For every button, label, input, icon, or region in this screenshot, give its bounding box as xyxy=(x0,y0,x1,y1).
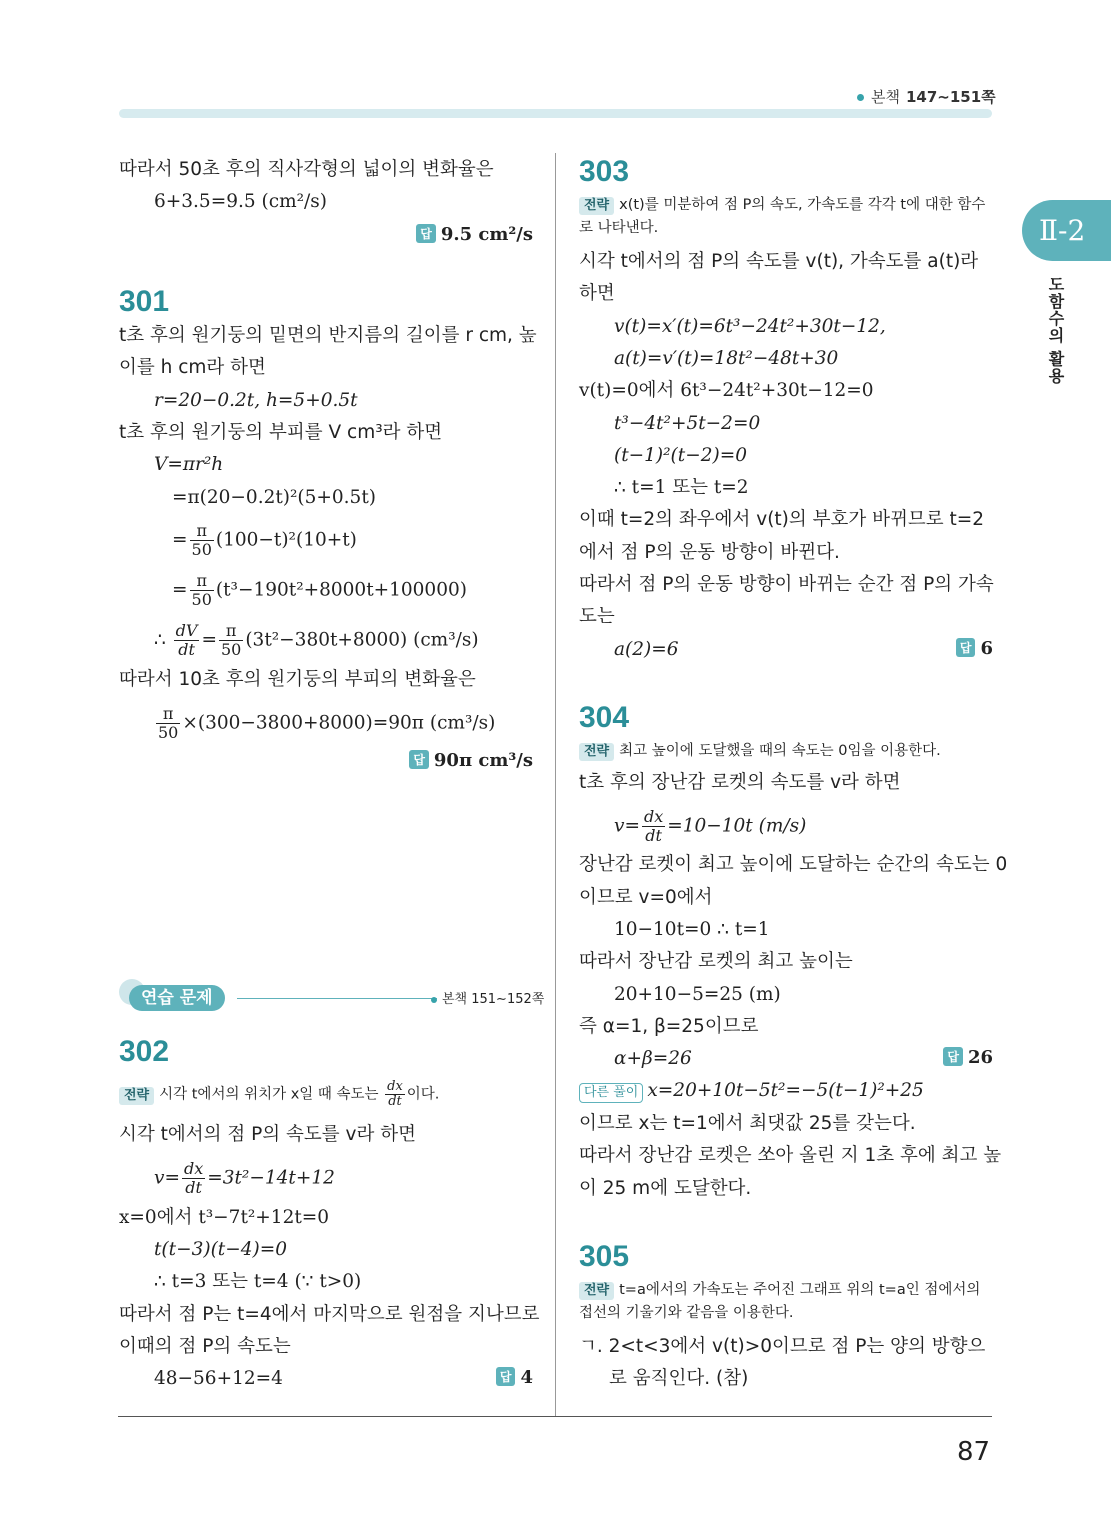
problem-number: 305 xyxy=(579,1240,630,1273)
denominator: 50 xyxy=(220,640,242,659)
strategy xyxy=(579,740,941,762)
denominator: dt xyxy=(185,1178,202,1197)
strategy-badge: 전략 xyxy=(119,1087,154,1105)
chapter-label: Ⅱ-2 xyxy=(1039,214,1086,247)
answer-mark-icon: 답 xyxy=(956,638,976,657)
practice-ref-text: 본책 151∼152쪽 xyxy=(442,992,545,1007)
numerator: dx xyxy=(387,1079,403,1094)
math-line xyxy=(172,572,467,609)
math-line: r=20−0.2t, h=5+0.5t xyxy=(154,390,358,411)
problem-number: 302 xyxy=(119,1035,170,1068)
strategy-text: 최고 높이에 도달했을 때의 속도는 0임을 이용한다. xyxy=(619,743,941,759)
text-line: 따라서 50초 후의 직사각형의 넓이의 변화율은 xyxy=(119,159,494,180)
answer-value: 6 xyxy=(980,638,993,659)
strategy-text: x(t)를 미분하여 점 P의 속도, 가속도를 각각 t에 대한 함수 xyxy=(619,197,986,213)
math-line: t³−4t²+5t−2=0 xyxy=(614,413,761,434)
text-line: ㄱ. 2<t<3에서 v(t)>0이므로 점 P는 양의 방향으 xyxy=(579,1336,986,1357)
problem-number: 303 xyxy=(579,155,630,188)
header-book: 본책 xyxy=(871,88,900,106)
text-line: 따라서 점 P의 운동 방향이 바뀌는 순간 점 P의 가속 xyxy=(579,574,994,595)
numerator: π xyxy=(156,705,180,724)
header-bar xyxy=(119,109,992,118)
expr: =10−10t (m/s) xyxy=(667,815,807,837)
text-line: 시각 t에서의 점 P의 속도를 v라 하면 xyxy=(119,1124,416,1145)
strategy-text: t=a에서의 가속도는 주어진 그래프 위의 t=a인 점에서의 xyxy=(619,1282,981,1298)
text-line: 이를 h cm라 하면 xyxy=(119,357,266,378)
strategy-badge: 전략 xyxy=(579,743,614,761)
text-line: t초 후의 원기둥의 부피를 V cm³라 하면 xyxy=(119,422,443,443)
strategy-text: 이다. xyxy=(406,1086,440,1103)
text-line: 이때 t=2의 좌우에서 v(t)의 부호가 바뀌므로 t=2 xyxy=(579,509,985,530)
text-line: 시각 t에서의 점 P의 속도를 v(t), 가속도를 a(t)라 xyxy=(579,251,979,272)
math-line: a(t)=v′(t)=18t²−48t+30 xyxy=(614,348,839,369)
math-line xyxy=(154,705,495,742)
math-line xyxy=(614,808,806,845)
fraction xyxy=(174,622,200,659)
math-line: α+β=26 xyxy=(614,1048,692,1069)
answer-value: 9.5 cm²/s xyxy=(440,224,533,245)
math-line: 6+3.5=9.5 (cm²/s) xyxy=(154,191,327,212)
denominator: dt xyxy=(178,640,195,659)
expr: (t³−190t²+8000t+100000) xyxy=(215,579,467,601)
math-line xyxy=(154,1160,335,1197)
bottom-rule xyxy=(118,1416,992,1417)
math-line: 10−10t=0 ∴ t=1 xyxy=(614,919,770,940)
fraction xyxy=(156,705,180,742)
practice-rule xyxy=(237,998,437,999)
text-line: 따라서 장난감 로켓의 최고 높이는 xyxy=(579,951,853,972)
text-line: 따라서 점 P는 t=4에서 마지막으로 원점을 지나므로 xyxy=(119,1304,540,1325)
math-line: v(t)=x′(t)=6t³−24t²+30t−12, xyxy=(614,316,886,337)
therefore-symbol: ∴ xyxy=(154,629,166,651)
math-line: v(t)=0에서 6t³−24t²+30t−12=0 xyxy=(579,380,874,401)
math-line: x=0에서 t³−7t²+12t=0 xyxy=(119,1207,330,1228)
fraction xyxy=(219,622,243,659)
problem-number: 301 xyxy=(119,285,170,318)
numerator: π xyxy=(190,522,214,541)
expr: (100−t)²(10+t) xyxy=(215,529,357,551)
text-line: 이므로 x는 t=1에서 최댓값 25를 갖는다. xyxy=(579,1113,916,1134)
answer-value: 4 xyxy=(520,1367,533,1388)
fraction xyxy=(190,572,214,609)
text-line: 로 움직인다. (참) xyxy=(609,1368,749,1389)
practice-heading xyxy=(119,985,545,1011)
text-line: 장난감 로켓이 최고 높이에 도달하는 순간의 속도는 0 xyxy=(579,854,1008,875)
strategy-badge: 전략 xyxy=(579,1282,614,1300)
chapter-title-vertical: 도함수의 활용 xyxy=(1046,276,1065,385)
text-line: 따라서 장난감 로켓은 쏘아 올린 지 1초 후에 최고 높 xyxy=(579,1145,1002,1166)
math-line xyxy=(172,522,357,559)
math-line: a(2)=6 xyxy=(614,639,679,660)
fraction xyxy=(385,1080,405,1109)
denominator: 50 xyxy=(191,590,212,609)
answer-mark-icon: 답 xyxy=(416,224,436,243)
answer xyxy=(416,224,533,245)
text-line: 이 25 m에 도달한다. xyxy=(579,1178,752,1199)
expr: ×(300−3800+8000)=90π (cm³/s) xyxy=(182,712,496,734)
fraction xyxy=(642,808,665,845)
answer xyxy=(956,638,993,659)
equals: = xyxy=(172,579,188,601)
header-pages: 147∼151쪽 xyxy=(905,88,996,106)
math-line: 48−56+12=4 xyxy=(154,1368,283,1389)
fraction xyxy=(190,522,214,559)
answer-mark-icon: 답 xyxy=(409,750,429,769)
math-line: t(t−3)(t−4)=0 xyxy=(154,1239,287,1260)
math-line: (t−1)²(t−2)=0 xyxy=(614,445,747,466)
math-line: V=πr²h xyxy=(154,454,224,475)
strategy-badge: 전략 xyxy=(579,197,614,215)
strategy-cont: 접선의 기울기와 같음을 이용한다. xyxy=(579,1305,794,1321)
text-line: 따라서 10초 후의 원기둥의 부피의 변화율은 xyxy=(119,669,476,690)
fraction xyxy=(182,1160,205,1197)
denominator: dt xyxy=(388,1094,402,1109)
text-line: 이때의 점 P의 속도는 xyxy=(119,1336,291,1357)
text-line: 에서 점 P의 운동 방향이 바뀐다. xyxy=(579,542,840,563)
column-divider xyxy=(555,153,556,1416)
header-dot-icon xyxy=(857,94,864,101)
answer-value: 26 xyxy=(967,1047,993,1068)
numerator: dx xyxy=(183,1159,204,1178)
answer-mark-icon: 답 xyxy=(943,1047,963,1066)
answer xyxy=(409,750,533,771)
numerator: π xyxy=(219,622,243,641)
equals: = xyxy=(172,529,188,551)
expr: =3t²−14t+12 xyxy=(207,1167,335,1189)
math-line xyxy=(579,1078,924,1104)
text-line: t초 후의 장난감 로켓의 속도를 v라 하면 xyxy=(579,772,901,793)
strategy-cont: 로 나타낸다. xyxy=(579,220,659,236)
page-header xyxy=(857,86,996,107)
problem-number: 304 xyxy=(579,701,630,734)
answer xyxy=(496,1367,533,1388)
answer-mark-icon: 답 xyxy=(496,1367,516,1386)
math-line: ∴ t=1 또는 t=2 xyxy=(614,477,749,498)
strategy-text: 시각 t에서의 위치가 x일 때 속도는 xyxy=(159,1086,379,1103)
numerator: dx xyxy=(643,807,664,826)
answer-value: 90π cm³/s xyxy=(433,750,533,771)
strategy xyxy=(579,194,985,216)
math-line: 20+10−5=25 (m) xyxy=(614,984,781,1005)
denominator: dt xyxy=(645,826,662,845)
strategy xyxy=(579,1279,980,1301)
denominator: 50 xyxy=(191,540,212,559)
answer xyxy=(943,1047,993,1068)
math-line: =π(20−0.2t)²(5+0.5t) xyxy=(172,487,376,508)
chapter-tab xyxy=(1022,200,1111,261)
text-line: 이므로 v=0에서 xyxy=(579,887,713,908)
page-number: 87 xyxy=(957,1437,991,1467)
math-line xyxy=(154,622,479,659)
practice-title: 연습 문제 xyxy=(129,985,225,1011)
ref-dot-icon xyxy=(431,997,437,1003)
text-line: 즉 α=1, β=25이므로 xyxy=(579,1016,759,1037)
text-line: t초 후의 원기둥의 밑면의 반지름의 길이를 r cm, 높 xyxy=(119,325,537,346)
text-line: 하면 xyxy=(579,283,615,304)
expr: v= xyxy=(154,1167,180,1189)
equals: = xyxy=(201,629,217,651)
expr: x=20+10t−5t²=−5(t−1)²+25 xyxy=(647,1080,924,1101)
text-line: 도는 xyxy=(579,606,615,627)
numerator: dV xyxy=(175,621,198,640)
denominator: 50 xyxy=(158,723,179,742)
numerator: π xyxy=(190,572,214,591)
practice-ref xyxy=(431,988,544,1007)
expr: (3t²−380t+8000) (cm³/s) xyxy=(245,629,479,651)
strategy xyxy=(119,1080,439,1109)
expr: v= xyxy=(614,815,640,837)
other-solution-badge: 다른 풀이 xyxy=(579,1083,643,1103)
math-line: ∴ t=3 또는 t=4 (∵ t>0) xyxy=(154,1271,362,1292)
